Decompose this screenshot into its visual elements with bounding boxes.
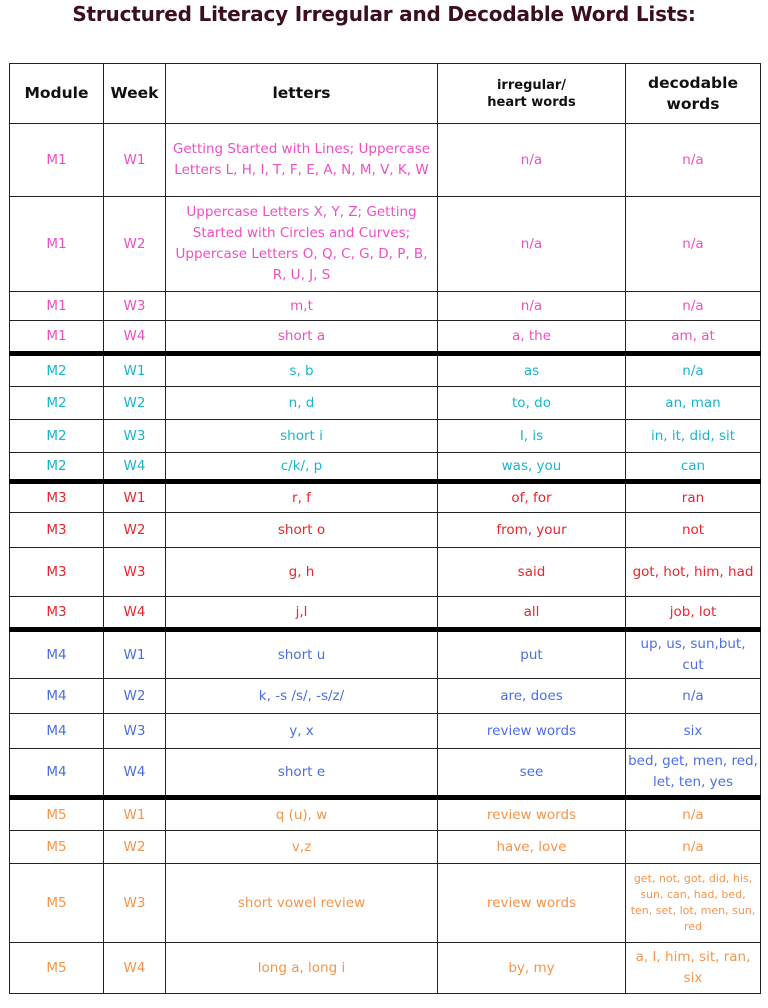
cell-module: M3 — [10, 548, 104, 597]
cell-irregular: was, you — [438, 453, 626, 482]
cell-irregular: a, the — [438, 321, 626, 354]
cell-module: M1 — [10, 292, 104, 321]
cell-module: M2 — [10, 354, 104, 387]
cell-week: W2 — [104, 831, 166, 864]
cell-decodable: ran — [626, 482, 761, 513]
table-row — [10, 597, 761, 630]
cell-module: M3 — [10, 513, 104, 548]
cell-week: W3 — [104, 864, 166, 943]
cell-irregular: to, do — [438, 387, 626, 420]
cell-week: W1 — [104, 482, 166, 513]
cell-decodable: am, at — [626, 321, 761, 354]
cell-decodable: bed, get, men, red, let, ten, yes — [626, 749, 761, 798]
cell-irregular: I, is — [438, 420, 626, 453]
header-module: Module — [10, 64, 104, 124]
cell-decodable: a, I, him, sit, ran, six — [626, 943, 761, 994]
cell-decodable: n/a — [626, 831, 761, 864]
cell-week: W1 — [104, 124, 166, 197]
cell-letters: q (u), w — [166, 798, 438, 831]
cell-letters: long a, long i — [166, 943, 438, 994]
cell-letters: v,z — [166, 831, 438, 864]
cell-decodable: n/a — [626, 197, 761, 292]
cell-irregular: said — [438, 548, 626, 597]
header-week: Week — [104, 64, 166, 124]
cell-decodable: n/a — [626, 292, 761, 321]
cell-module: M1 — [10, 197, 104, 292]
cell-letters: short e — [166, 749, 438, 798]
cell-decodable: n/a — [626, 798, 761, 831]
cell-week: W4 — [104, 749, 166, 798]
cell-week: W3 — [104, 420, 166, 453]
header-decodable-line2: words — [666, 94, 720, 113]
cell-decodable: job, lot — [626, 597, 761, 630]
table-row — [10, 548, 761, 597]
cell-letters: Uppercase Letters X, Y, Z; Getting Started with Circles and Curves; Uppercase Letters O, Q, C, G, D, P, B, R, U, J, S — [166, 197, 438, 292]
cell-irregular: n/a — [438, 197, 626, 292]
cell-module: M4 — [10, 714, 104, 749]
cell-irregular: as — [438, 354, 626, 387]
cell-week: W3 — [104, 292, 166, 321]
cell-week: W1 — [104, 354, 166, 387]
cell-module: M4 — [10, 630, 104, 679]
cell-module: M3 — [10, 597, 104, 630]
cell-letters: g, h — [166, 548, 438, 597]
cell-decodable: in, it, did, sit — [626, 420, 761, 453]
cell-irregular: review words — [438, 864, 626, 943]
table-row — [10, 124, 761, 197]
cell-letters: short a — [166, 321, 438, 354]
table-body — [10, 124, 761, 994]
cell-letters: y, x — [166, 714, 438, 749]
header-irregular-line1: irregular/ — [496, 77, 567, 93]
cell-letters: j,l — [166, 597, 438, 630]
cell-letters: short vowel review — [166, 864, 438, 943]
table-row — [10, 630, 761, 679]
cell-week: W3 — [104, 548, 166, 597]
table-row — [10, 453, 761, 482]
table-row — [10, 513, 761, 548]
header-irregular-line2: heart words — [487, 94, 576, 110]
cell-decodable: not — [626, 513, 761, 548]
cell-irregular: n/a — [438, 292, 626, 321]
cell-letters: short o — [166, 513, 438, 548]
cell-letters: n, d — [166, 387, 438, 420]
cell-decodable: get, not, got, did, his, sun, can, had, bed, ten, set, lot, men, sun, red — [626, 864, 761, 943]
cell-irregular: all — [438, 597, 626, 630]
cell-week: W4 — [104, 943, 166, 994]
table-row — [10, 420, 761, 453]
cell-module: M2 — [10, 420, 104, 453]
cell-module: M4 — [10, 749, 104, 798]
cell-week: W4 — [104, 597, 166, 630]
table-row — [10, 831, 761, 864]
cell-decodable: n/a — [626, 354, 761, 387]
cell-decodable: n/a — [626, 124, 761, 197]
cell-decodable: an, man — [626, 387, 761, 420]
table-row — [10, 292, 761, 321]
table-row — [10, 864, 761, 943]
cell-irregular: of, for — [438, 482, 626, 513]
table-row — [10, 714, 761, 749]
cell-module: M5 — [10, 831, 104, 864]
cell-module: M4 — [10, 679, 104, 714]
cell-decodable: got, hot, him, had — [626, 548, 761, 597]
table-row — [10, 943, 761, 994]
cell-letters: c/k/, p — [166, 453, 438, 482]
cell-decodable: can — [626, 453, 761, 482]
cell-irregular: see — [438, 749, 626, 798]
cell-letters: k, -s /s/, -s/z/ — [166, 679, 438, 714]
cell-irregular: review words — [438, 714, 626, 749]
cell-irregular: by, my — [438, 943, 626, 994]
cell-letters: short u — [166, 630, 438, 679]
cell-module: M2 — [10, 453, 104, 482]
page-title: Structured Literacy Irregular and Decodable Word Lists: — [72, 2, 696, 26]
cell-decodable: six — [626, 714, 761, 749]
cell-letters: Getting Started with Lines; Uppercase Letters L, H, I, T, F, E, A, N, M, V, K, W — [166, 124, 438, 197]
cell-module: M1 — [10, 124, 104, 197]
cell-week: W4 — [104, 321, 166, 354]
cell-week: W2 — [104, 679, 166, 714]
cell-irregular: have, love — [438, 831, 626, 864]
table-row — [10, 321, 761, 354]
cell-week: W1 — [104, 798, 166, 831]
table-row — [10, 749, 761, 798]
cell-module: M5 — [10, 864, 104, 943]
table-row — [10, 387, 761, 420]
cell-irregular: n/a — [438, 124, 626, 197]
cell-letters: short i — [166, 420, 438, 453]
cell-irregular: from, your — [438, 513, 626, 548]
table-row — [10, 197, 761, 292]
cell-week: W2 — [104, 387, 166, 420]
cell-decodable: n/a — [626, 679, 761, 714]
cell-irregular: review words — [438, 798, 626, 831]
cell-letters: r, f — [166, 482, 438, 513]
table-row — [10, 482, 761, 513]
table-row — [10, 679, 761, 714]
cell-week: W3 — [104, 714, 166, 749]
table-row — [10, 798, 761, 831]
header-decodable — [626, 64, 761, 124]
cell-irregular: put — [438, 630, 626, 679]
cell-decodable: up, us, sun,but, cut — [626, 630, 761, 679]
cell-module: M3 — [10, 482, 104, 513]
cell-week: W1 — [104, 630, 166, 679]
cell-module: M5 — [10, 943, 104, 994]
cell-letters: m,t — [166, 292, 438, 321]
word-list-table — [9, 63, 761, 994]
cell-week: W2 — [104, 513, 166, 548]
cell-week: W4 — [104, 453, 166, 482]
cell-irregular: are, does — [438, 679, 626, 714]
cell-module: M5 — [10, 798, 104, 831]
header-decodable-line1: decodable — [648, 73, 738, 92]
cell-week: W2 — [104, 197, 166, 292]
table-row — [10, 354, 761, 387]
header-letters: letters — [166, 64, 438, 124]
header-row — [10, 64, 761, 124]
header-irregular — [438, 64, 626, 124]
cell-module: M2 — [10, 387, 104, 420]
cell-letters: s, b — [166, 354, 438, 387]
cell-module: M1 — [10, 321, 104, 354]
